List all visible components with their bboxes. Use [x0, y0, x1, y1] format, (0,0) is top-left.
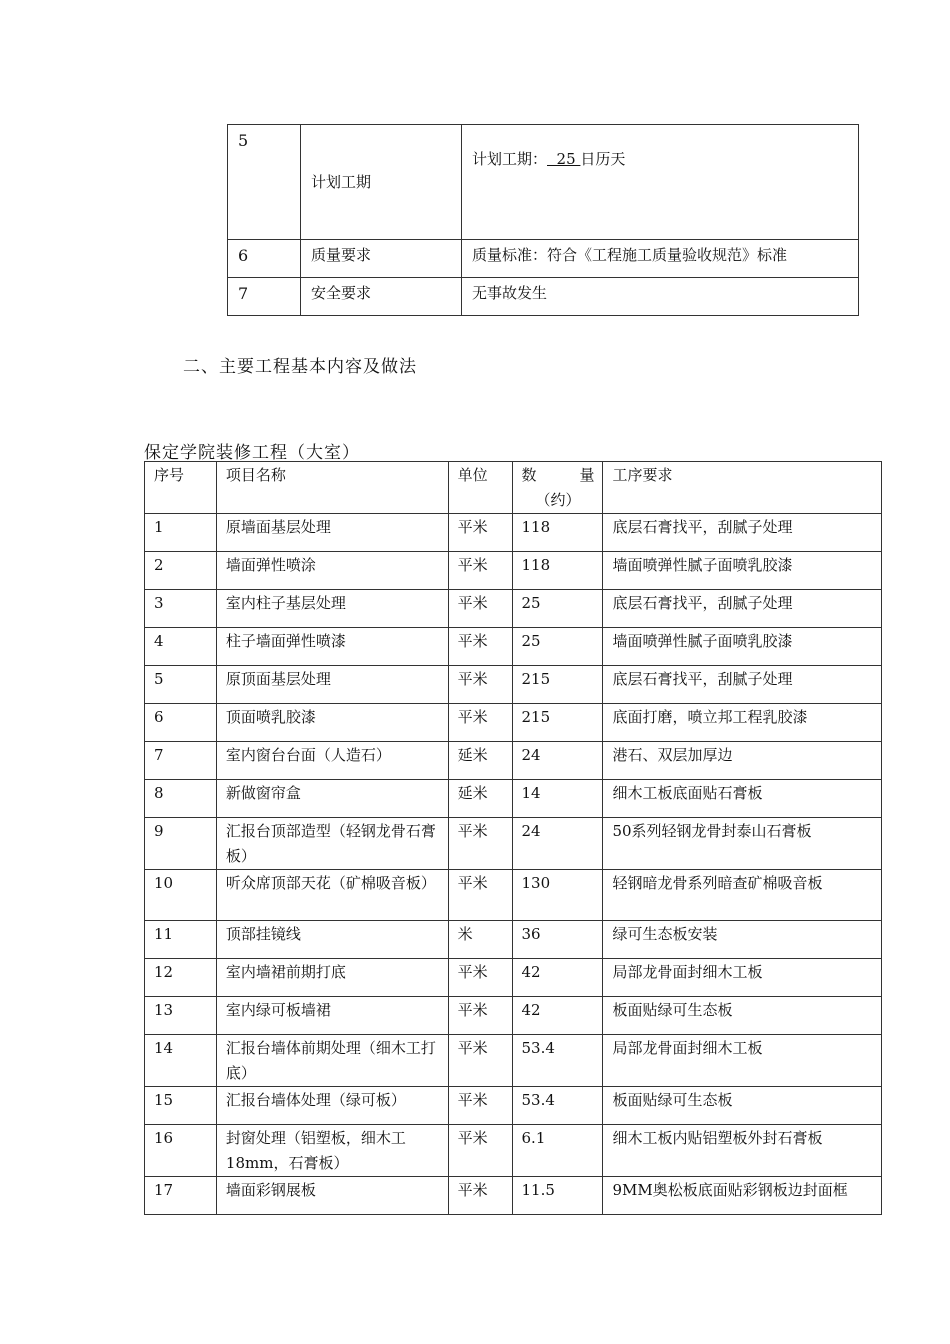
table-row [228, 240, 859, 278]
table-row [145, 514, 882, 552]
works-table [144, 461, 882, 1215]
row-unit: 平米 [448, 997, 512, 1035]
row-number: 13 [145, 997, 217, 1035]
row-quantity: 215 [512, 704, 603, 742]
row-unit: 平米 [448, 704, 512, 742]
row-requirement: 9MM奥松板底面贴彩钢板边封面框 [603, 1177, 882, 1215]
row-detail: 无事故发生 [462, 278, 859, 316]
row-requirement: 底层石膏找平，刮腻子处理 [603, 666, 882, 704]
row-requirement: 细木工板底面贴石膏板 [603, 780, 882, 818]
table-row [145, 959, 882, 997]
row-unit: 平米 [448, 590, 512, 628]
duration-value: 25 [547, 150, 581, 168]
row-requirement: 板面贴绿可生态板 [603, 1087, 882, 1125]
row-quantity: 6.1 [512, 1125, 603, 1177]
row-unit: 延米 [448, 780, 512, 818]
row-quantity: 24 [512, 818, 603, 870]
table-row [145, 1125, 882, 1177]
row-unit: 延米 [448, 742, 512, 780]
row-quantity: 25 [512, 590, 603, 628]
row-unit: 平米 [448, 1125, 512, 1177]
row-number: 2 [145, 552, 217, 590]
table-row [145, 742, 882, 780]
row-quantity: 53.4 [512, 1087, 603, 1125]
row-unit: 米 [448, 921, 512, 959]
row-number: 14 [145, 1035, 217, 1087]
row-requirement: 细木工板内贴铝塑板外封石膏板 [603, 1125, 882, 1177]
row-requirement: 底层石膏找平，刮腻子处理 [603, 590, 882, 628]
row-number: 9 [145, 818, 217, 870]
header-no: 序号 [145, 462, 217, 514]
row-number: 16 [145, 1125, 217, 1177]
row-quantity: 215 [512, 666, 603, 704]
row-name: 室内绿可板墙裙 [216, 997, 448, 1035]
header-quantity-c: （约） [535, 491, 581, 509]
row-unit: 平米 [448, 628, 512, 666]
row-unit: 平米 [448, 514, 512, 552]
detail-suffix: 日历天 [580, 150, 626, 168]
table-row [228, 278, 859, 316]
row-number: 15 [145, 1087, 217, 1125]
table-row [145, 870, 882, 921]
row-requirement: 墙面喷弹性腻子面喷乳胶漆 [603, 628, 882, 666]
row-requirement: 底层石膏找平，刮腻子处理 [603, 514, 882, 552]
row-unit: 平米 [448, 1035, 512, 1087]
detail-prefix: 计划工期： [472, 150, 548, 168]
row-quantity: 118 [512, 552, 603, 590]
row-unit: 平米 [448, 666, 512, 704]
row-name: 墙面彩钢展板 [216, 1177, 448, 1215]
row-name: 室内窗台台面（人造石） [216, 742, 448, 780]
table-row [145, 818, 882, 870]
header-quantity [512, 462, 603, 514]
row-number: 5 [145, 666, 217, 704]
row-number: 6 [228, 240, 301, 278]
row-name: 顶部挂镜线 [216, 921, 448, 959]
row-name: 汇报台顶部造型（轻钢龙骨石膏板） [216, 818, 448, 870]
table-row [145, 704, 882, 742]
row-quantity: 25 [512, 628, 603, 666]
row-name: 室内墙裙前期打底 [216, 959, 448, 997]
row-number: 1 [145, 514, 217, 552]
row-name: 新做窗帘盒 [216, 780, 448, 818]
table-row [145, 997, 882, 1035]
row-quantity: 24 [512, 742, 603, 780]
row-quantity: 14 [512, 780, 603, 818]
header-unit: 单位 [448, 462, 512, 514]
header-quantity-a: 数 [521, 466, 537, 484]
row-name: 原顶面基层处理 [216, 666, 448, 704]
schedule-table [227, 124, 859, 316]
header-quantity-b: 量 [579, 466, 595, 484]
row-unit: 平米 [448, 959, 512, 997]
row-quantity: 53.4 [512, 1035, 603, 1087]
row-name: 柱子墙面弹性喷漆 [216, 628, 448, 666]
row-number: 5 [228, 125, 301, 240]
row-number: 3 [145, 590, 217, 628]
row-number: 12 [145, 959, 217, 997]
row-requirement: 局部龙骨面封细木工板 [603, 959, 882, 997]
row-number: 10 [145, 870, 217, 921]
row-quantity: 11.5 [512, 1177, 603, 1215]
row-quantity: 36 [512, 921, 603, 959]
row-number: 7 [145, 742, 217, 780]
row-name: 汇报台墙体前期处理（细木工打底） [216, 1035, 448, 1087]
row-requirement: 墙面喷弹性腻子面喷乳胶漆 [603, 552, 882, 590]
header-name: 项目名称 [216, 462, 448, 514]
row-requirement: 轻钢暗龙骨系列暗查矿棉吸音板 [603, 870, 882, 921]
table-row [145, 780, 882, 818]
row-requirement: 局部龙骨面封细木工板 [603, 1035, 882, 1087]
row-item: 计划工期 [301, 125, 462, 240]
row-requirement: 港石、双层加厚边 [603, 742, 882, 780]
row-detail: 质量标准：符合《工程施工质量验收规范》标准 [462, 240, 859, 278]
table-row [228, 125, 859, 240]
row-quantity: 118 [512, 514, 603, 552]
table-row [145, 921, 882, 959]
row-name: 封窗处理（铝塑板，细木工18mm，石膏板） [216, 1125, 448, 1177]
row-unit: 平米 [448, 1087, 512, 1125]
header-requirement: 工序要求 [603, 462, 882, 514]
table-title: 保定学院装修工程（大室） [144, 443, 360, 463]
table-row [145, 1177, 882, 1215]
row-requirement: 50系列轻钢龙骨封泰山石膏板 [603, 818, 882, 870]
row-number: 7 [228, 278, 301, 316]
table-row [145, 1087, 882, 1125]
row-number: 8 [145, 780, 217, 818]
row-name: 墙面弹性喷涂 [216, 552, 448, 590]
table-header-row [145, 462, 882, 514]
row-number: 6 [145, 704, 217, 742]
section-heading: 二、主要工程基本内容及做法 [183, 357, 417, 377]
row-item: 质量要求 [301, 240, 462, 278]
row-name: 原墙面基层处理 [216, 514, 448, 552]
row-quantity: 42 [512, 959, 603, 997]
table-row [145, 1035, 882, 1087]
row-number: 4 [145, 628, 217, 666]
table-row [145, 552, 882, 590]
table-row [145, 628, 882, 666]
row-detail [462, 125, 859, 240]
row-unit: 平米 [448, 1177, 512, 1215]
table-row [145, 590, 882, 628]
row-name: 顶面喷乳胶漆 [216, 704, 448, 742]
row-quantity: 130 [512, 870, 603, 921]
row-number: 11 [145, 921, 217, 959]
row-unit: 平米 [448, 552, 512, 590]
table-row [145, 666, 882, 704]
row-requirement: 底面打磨，喷立邦工程乳胶漆 [603, 704, 882, 742]
row-unit: 平米 [448, 818, 512, 870]
row-item: 安全要求 [301, 278, 462, 316]
row-unit: 平米 [448, 870, 512, 921]
row-quantity: 42 [512, 997, 603, 1035]
row-name: 听众席顶部天花（矿棉吸音板） [216, 870, 448, 921]
row-requirement: 绿可生态板安装 [603, 921, 882, 959]
row-number: 17 [145, 1177, 217, 1215]
row-name: 汇报台墙体处理（绿可板） [216, 1087, 448, 1125]
row-requirement: 板面贴绿可生态板 [603, 997, 882, 1035]
row-name: 室内柱子基层处理 [216, 590, 448, 628]
